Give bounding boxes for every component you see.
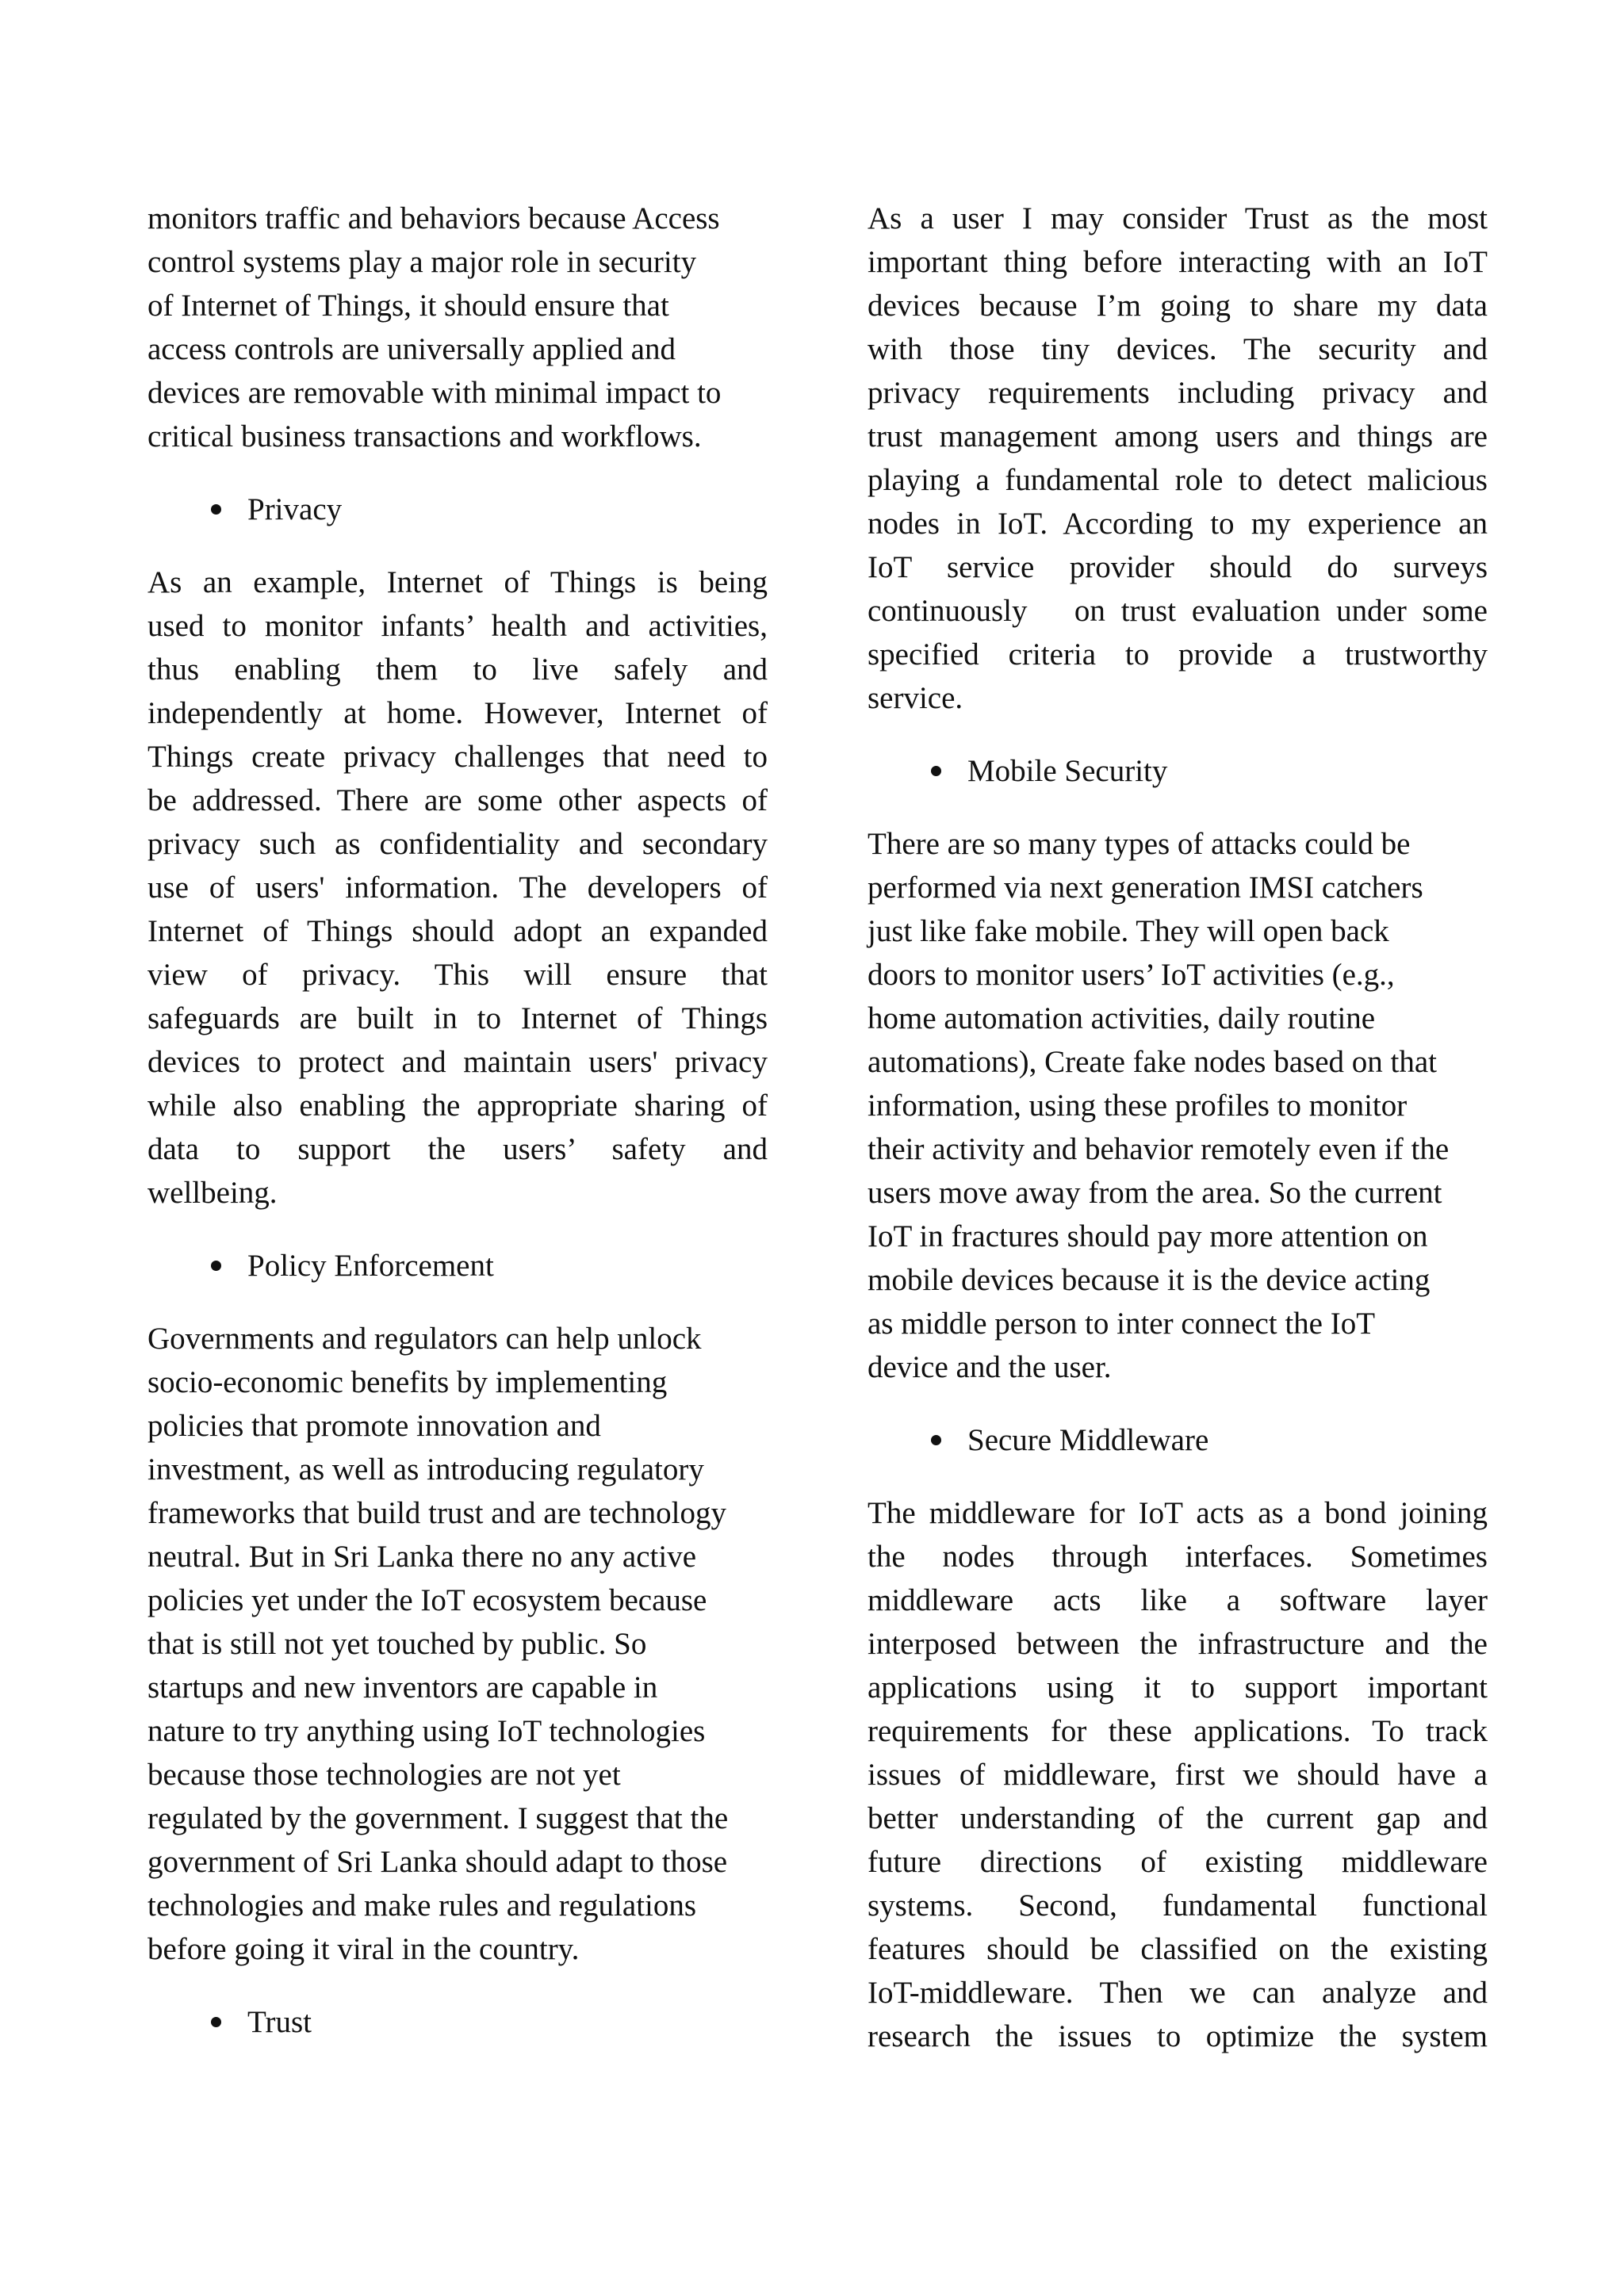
text-line: specified criteria to provide a trustworthy — [868, 637, 1488, 672]
text-line: continuously on trust evaluation under some — [868, 594, 1488, 628]
bullet-label: Mobile Security — [967, 754, 1168, 788]
trust-paragraph — [868, 197, 1488, 720]
text-line: nodes in IoT. According to my experience an — [868, 507, 1488, 541]
text-line: devices are removable with minimal impact to — [147, 376, 722, 410]
text-line: Internet of Things should adopt an expanded — [147, 914, 768, 948]
bullet-label: Trust — [247, 2005, 312, 2039]
text-line: be addressed. There are some other aspects of — [147, 783, 768, 817]
text-line: privacy such as confidentiality and secondary — [147, 827, 768, 861]
text-line: device and the user. — [868, 1350, 1112, 1384]
bullet-privacy — [147, 488, 768, 531]
text-line: critical business transactions and workflows. — [147, 419, 702, 453]
text-line: The middleware for IoT acts as a bond joining — [868, 1496, 1488, 1530]
text-line: Governments and regulators can help unlock — [147, 1322, 702, 1356]
text-line: view of privacy. This will ensure that — [147, 958, 768, 992]
access-control-paragraph — [147, 197, 768, 458]
text-line: IoT service provider should do surveys — [868, 550, 1488, 584]
text-line: doors to monitor users’ IoT activities (e.g., — [868, 958, 1395, 992]
text-line: independently at home. However, Internet of — [147, 696, 768, 730]
bullet-trust — [147, 2000, 768, 2044]
text-line: IoT in fractures should pay more attention on — [868, 1219, 1428, 1253]
text-line: safeguards are built in to Internet of Things — [147, 1001, 768, 1035]
bullet-label: Policy Enforcement — [247, 1249, 494, 1283]
bullet-policy-enforcement — [147, 1244, 768, 1288]
text-line: policies yet under the IoT ecosystem because — [147, 1583, 707, 1617]
text-line: home automation activities, daily routine — [868, 1001, 1376, 1035]
text-line: that is still not yet touched by public. So — [147, 1627, 647, 1661]
text-line: use of users' information. The developers of — [147, 871, 768, 905]
bullet-icon — [211, 1261, 221, 1271]
text-line: the nodes through interfaces. Sometimes — [868, 1540, 1488, 1574]
text-line: future directions of existing middleware — [868, 1845, 1488, 1879]
left-column — [147, 197, 768, 2073]
bullet-label: Secure Middleware — [967, 1423, 1209, 1457]
text-line: just like fake mobile. They will open back — [868, 914, 1389, 948]
text-line: systems. Second, fundamental functional — [868, 1888, 1488, 1923]
text-line: startups and new inventors are capable in — [147, 1670, 658, 1705]
bullet-icon — [931, 1435, 941, 1445]
text-line: wellbeing. — [147, 1176, 278, 1210]
text-line: trust management among users and things are — [868, 419, 1488, 453]
text-line: better understanding of the current gap and — [868, 1801, 1488, 1835]
text-line: performed via next generation IMSI catchers — [868, 871, 1423, 905]
privacy-paragraph — [147, 561, 768, 1215]
text-line: because those technologies are not yet — [147, 1758, 621, 1792]
text-line: devices to protect and maintain users' privacy — [147, 1045, 768, 1079]
text-line: before going it viral in the country. — [147, 1932, 580, 1966]
mobile-security-paragraph — [868, 822, 1488, 1389]
text-line: users move away from the area. So the current — [868, 1176, 1442, 1210]
text-line: technologies and make rules and regulations — [147, 1888, 697, 1923]
text-line: middleware acts like a software layer — [868, 1583, 1488, 1617]
text-line: thus enabling them to live safely and — [147, 652, 768, 687]
text-line: IoT-middleware. Then we can analyze and — [868, 1976, 1488, 2010]
text-line: mobile devices because it is the device acting — [868, 1263, 1431, 1297]
text-line: monitors traffic and behaviors because Access — [147, 201, 720, 235]
text-line: government of Sri Lanka should adapt to those — [147, 1845, 728, 1879]
text-line: information, using these profiles to monitor — [868, 1089, 1408, 1123]
bullet-label: Privacy — [247, 492, 343, 526]
text-line: neutral. But in Sri Lanka there no any active — [147, 1540, 697, 1574]
bullet-icon — [211, 2017, 221, 2027]
text-line: socio-economic benefits by implementing — [147, 1365, 668, 1399]
right-column — [868, 197, 1488, 2087]
text-line: As a user I may consider Trust as the most — [868, 201, 1488, 235]
text-line: As an example, Internet of Things is being — [147, 565, 768, 599]
text-line: nature to try anything using IoT technologies — [147, 1714, 706, 1748]
text-line: features should be classified on the existing — [868, 1932, 1488, 1966]
text-line: used to monitor infants’ health and activities, — [147, 609, 768, 643]
text-line: interposed between the infrastructure and the — [868, 1627, 1488, 1661]
text-line: important thing before interacting with an IoT — [868, 245, 1488, 279]
text-line: as middle person to inter connect the IoT — [868, 1307, 1376, 1341]
text-line: frameworks that build trust and are technology — [147, 1496, 726, 1530]
text-line: playing a fundamental role to detect malicious — [868, 463, 1488, 497]
text-line: control systems play a major role in security — [147, 245, 697, 279]
text-line: Things create privacy challenges that need to — [147, 740, 768, 774]
policy-paragraph — [147, 1317, 768, 1971]
text-line: research the issues to optimize the system — [868, 2019, 1488, 2053]
text-line: data to support the users’ safety and — [147, 1132, 768, 1166]
bullet-icon — [211, 504, 221, 515]
text-line: with those tiny devices. The security and — [868, 332, 1488, 366]
text-line: requirements for these applications. To track — [868, 1714, 1488, 1748]
bullet-mobile-security — [868, 749, 1488, 793]
text-line: while also enabling the appropriate sharing of — [147, 1089, 768, 1123]
middleware-paragraph — [868, 1491, 1488, 2058]
text-line: There are so many types of attacks could be — [868, 827, 1411, 861]
text-line: of Internet of Things, it should ensure that — [147, 289, 669, 323]
text-line: service. — [868, 681, 963, 715]
text-line: automations), Create fake nodes based on that — [868, 1045, 1438, 1079]
text-line: their activity and behavior remotely even if the — [868, 1132, 1450, 1166]
text-line: devices because I’m going to share my data — [868, 289, 1488, 323]
text-line: applications using it to support important — [868, 1670, 1488, 1705]
text-line: policies that promote innovation and — [147, 1409, 601, 1443]
text-line: access controls are universally applied and — [147, 332, 676, 366]
text-line: issues of middleware, first we should have a — [868, 1758, 1488, 1792]
text-line: privacy requirements including privacy and — [868, 376, 1488, 410]
bullet-icon — [931, 766, 941, 776]
text-line: regulated by the government. I suggest that the — [147, 1801, 729, 1835]
text-line: investment, as well as introducing regulatory — [147, 1452, 704, 1487]
bullet-secure-middleware — [868, 1418, 1488, 1462]
